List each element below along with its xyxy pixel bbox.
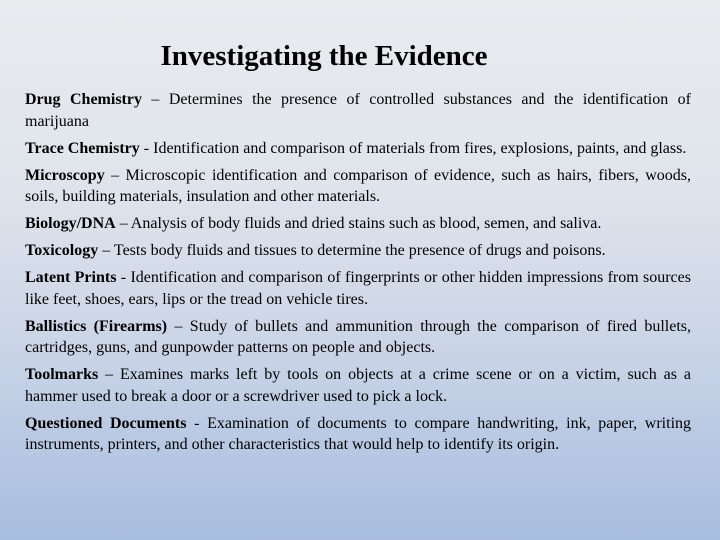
- item-description: Identification and comparison of materials from fires, explosions, paints, and glass.: [153, 139, 687, 157]
- item-description: Study of bullets and ammunition through the comparison of fired bullets, cartridges, guns, and gunpowder patterns on people and objects.: [25, 317, 692, 356]
- item-separator: -: [139, 139, 154, 157]
- item-description: Identification and comparison of fingerprints or other hidden impressions from sources like feet, shoes, ears, lips or the tread on vehicle tires.: [25, 269, 691, 308]
- list-item: [25, 240, 691, 262]
- item-separator: –: [141, 91, 169, 108]
- item-separator: –: [167, 317, 190, 335]
- item-term: Drug Chemistry: [25, 91, 142, 108]
- item-description: Examines marks left by tools on objects at a crime scene or on a victim, such as a hammer used to break a door or a screwdriver used to pick a lock.: [25, 366, 692, 405]
- list-item: [25, 165, 691, 208]
- item-separator: –: [98, 366, 121, 383]
- item-separator: -: [186, 414, 208, 432]
- item-separator: –: [115, 215, 131, 232]
- list-item: [25, 316, 691, 359]
- item-term: Trace Chemistry: [25, 139, 140, 157]
- list-item: [25, 267, 691, 310]
- item-term: Microscopy: [25, 166, 105, 184]
- item-term: Toolmarks: [25, 366, 99, 383]
- slide-title: Investigating the Evidence: [160, 40, 488, 72]
- list-item: [25, 413, 691, 456]
- list-item: [25, 213, 691, 235]
- item-description: Analysis of body fluids and dried stains such as blood, semen, and saliva.: [130, 215, 602, 232]
- item-separator: –: [104, 166, 126, 184]
- item-description: Tests body fluids and tissues to determine the presence of drugs and poisons.: [113, 242, 606, 259]
- evidence-list: [25, 89, 691, 461]
- item-separator: -: [116, 269, 131, 286]
- item-separator: –: [98, 242, 114, 259]
- item-description: Microscopic identification and comparison of evidence, such as hairs, fibers, woods, soils, building materials, insulation and other materials.: [25, 166, 691, 205]
- item-term: Questioned Documents: [25, 414, 187, 432]
- list-item: [25, 138, 691, 160]
- item-term: Biology/DNA: [25, 215, 116, 232]
- item-description: Determines the presence of controlled substances and the identification of marijuana: [25, 91, 691, 130]
- item-term: Toxicology: [25, 242, 99, 259]
- list-item: [25, 364, 691, 407]
- item-term: Ballistics (Firearms): [25, 317, 168, 335]
- item-description: Examination of documents to compare handwriting, ink, paper, writing instruments, printers, and other characteristics that would help to identify its origin.: [25, 414, 692, 453]
- item-term: Latent Prints: [25, 269, 117, 286]
- list-item: [25, 89, 691, 132]
